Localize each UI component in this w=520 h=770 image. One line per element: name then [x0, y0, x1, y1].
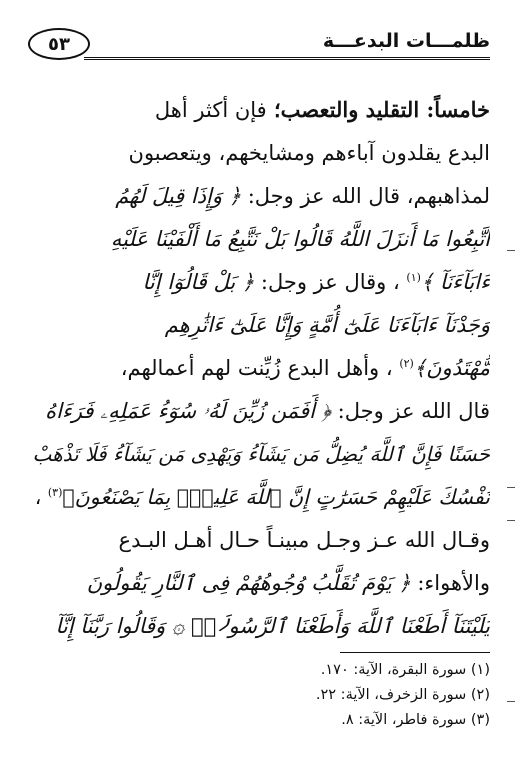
text-run: ، وأهل البدع زُيِّنت لهم أعمالهم، — [120, 356, 400, 380]
page-number: ٥٣ — [48, 33, 70, 55]
quran-verse: ءَابَآءَنَآ ﴾ — [420, 270, 490, 294]
header-rule — [84, 57, 490, 60]
text-run: فإن أكثر أهل — [154, 98, 267, 122]
text-run: وقـال الله عـز وجـل مبينـاً حـال أهـل البـدع — [118, 528, 490, 552]
text-line — [28, 605, 490, 648]
margin-mark — [507, 250, 515, 251]
text-line — [28, 304, 490, 347]
text-run: البدع يقلدون آباءهم ومشايخهم، ويتعصبون — [128, 141, 490, 165]
text-line — [28, 390, 490, 433]
text-line — [28, 519, 490, 562]
page-header — [28, 28, 490, 66]
text-line — [28, 175, 490, 218]
text-run: ، — [34, 485, 48, 509]
quran-verse: يَٰلَيْتَنَآ أَطَعْنَا ٱللَّهَ وَأَطَعْنَا ٱلرَّسُولَا۠ ۞ وَقَالُوا رَبَّنَآ إِنَّآ — [55, 614, 490, 638]
footnote: (١) سورة البقرة، الآية: ١٧٠. — [320, 662, 490, 678]
footnotes — [28, 658, 490, 733]
margin-mark — [507, 520, 515, 521]
quran-verse: حَسَنًا فَإِنَّ ٱللَّهَ يُضِلُّ مَن يَشَآءُ وَيَهْدِى مَن يَشَآءُ فَلَا تَذْهَبْ — [32, 442, 490, 466]
text-run: لمذاهبهم، قال الله عز وجل: — [241, 184, 490, 208]
running-title: ظلمـــات البدعـــة — [322, 30, 490, 52]
text-line — [28, 261, 490, 304]
margin-mark — [507, 701, 515, 702]
page-number-badge — [28, 28, 90, 60]
text-run: والأهواء: — [410, 571, 490, 595]
quran-verse: ﴿ يَوْمَ تُقَلَّبُ وُجُوهُهُمْ فِى ٱلنَّارِ يَقُولُونَ — [86, 571, 411, 595]
footnote-reference: (٢) — [399, 357, 414, 370]
footnote: (٢) سورة الزخرف، الآية: ٢٢. — [315, 687, 490, 703]
text-line — [28, 132, 490, 175]
margin-mark — [507, 487, 515, 488]
quran-verse: وَجَدْنَآ ءَابَآءَنَا عَلَىٰٓ أُمَّةٍ وَإِنَّا عَلَىٰٓ ءَاثَٰرِهِم — [164, 313, 490, 337]
text-line — [28, 476, 490, 519]
section-heading: خامساً: التقليد والتعصب؛ — [266, 97, 490, 122]
quran-verse: مُّهْتَدُونَ﴾ — [413, 356, 490, 380]
text-line — [28, 218, 490, 261]
main-text — [28, 88, 490, 648]
footnote: (٣) سورة فاطر، الآية: ٨. — [341, 712, 490, 728]
footnote-separator — [340, 652, 490, 653]
quran-verse: اتَّبِعُوا مَا أَنزَلَ اللَّهُ قَالُوا بَلْ نَتَّبِعُ مَا أَلْفَيْنَا عَلَيْهِ — [110, 227, 490, 251]
quran-verse: نَفْسُكَ عَلَيْهِمْ حَسَرَٰتٍ إِنَّ ٱللَّهَ عَلِيمٌۢ بِمَا يَصْنَعُونَ﴾ — [62, 485, 490, 509]
text-line — [28, 562, 490, 605]
quran-verse: ﴿ أَفَمَن زُيِّنَ لَهُۥ سُوٓءُ عَمَلِهِۦ فَرَءَاهُ — [45, 399, 331, 423]
quran-verse: ﴿ بَلْ قَالُوٓا إِنَّا — [142, 270, 255, 294]
text-line — [28, 433, 490, 476]
footnote-reference: (١) — [406, 271, 421, 284]
text-run: ، وقال عز وجل: — [254, 270, 407, 294]
text-line — [28, 347, 490, 390]
text-line — [28, 88, 490, 132]
text-run: قال الله عز وجل: — [330, 399, 490, 423]
footnote-reference: (٣) — [47, 486, 63, 500]
quran-verse: ﴿ وَإِذَا قِيلَ لَهُمُ — [115, 184, 242, 208]
